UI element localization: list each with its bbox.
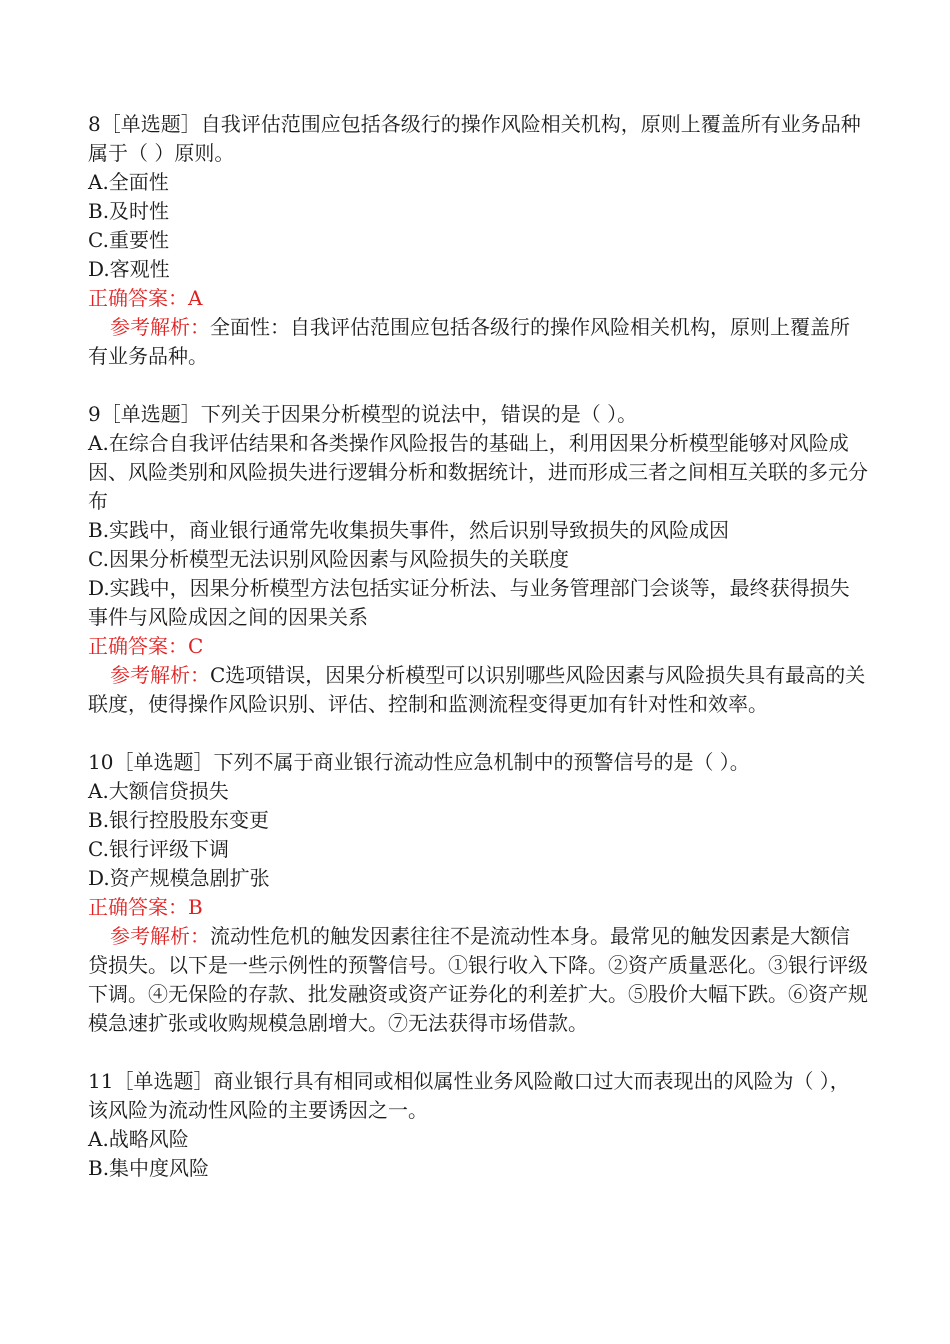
option-c: C.因果分析模型无法识别风险因素与风险损失的关联度	[88, 547, 569, 571]
analysis-label: 参考解析：	[110, 315, 210, 339]
option-a: A.在综合自我评估结果和各类操作风险报告的基础上，利用因果分析模型能够对风险成因、风险类别和风险损失进行逻辑分析和数据统计，进而形成三者之间相互关联的多元分布	[88, 431, 868, 513]
analysis-label: 参考解析：	[110, 924, 210, 948]
option-a: A.战略风险	[88, 1127, 189, 1151]
analysis-text: 流动性危机的触发因素往往不是流动性本身。最常见的触发因素是大额信贷损失。以下是一些示例性的预警信号。①银行收入下降。②资产质量恶化。③银行评级下调。④无保险的存款、批发融资或资产证券化的利差扩大。⑤股价大幅下跌。⑥资产规模急速扩张或收购规模急剧增大。⑦无法获得市场借款。	[88, 924, 868, 1035]
analysis-text: C选项错误，因果分析模型可以识别哪些风险因素与风险损失具有最高的关联度，使得操作风险识别、评估、控制和监测流程变得更加有针对性和效率。	[88, 663, 866, 716]
spacer	[88, 719, 868, 748]
option-b: B.集中度风险	[88, 1156, 210, 1180]
option-a: A.大额信贷损失	[88, 779, 229, 803]
correct-answer: 正确答案：B	[88, 895, 203, 919]
question-stem: 10［单选题］下列不属于商业银行流动性应急机制中的预警信号的是（ ）。	[88, 750, 750, 774]
option-a: A.全面性	[88, 170, 169, 194]
analysis	[88, 661, 868, 719]
option-d: D.客观性	[88, 257, 170, 281]
question-9	[88, 400, 868, 719]
question-10	[88, 748, 868, 1038]
option-d: D.实践中，因果分析模型方法包括实证分析法、与业务管理部门会谈等，最终获得损失事件与风险成因之间的因果关系	[88, 576, 850, 629]
analysis	[88, 313, 868, 371]
analysis	[88, 922, 868, 1038]
spacer	[88, 1038, 868, 1067]
option-d: D.资产规模急剧扩张	[88, 866, 270, 890]
question-stem: 11［单选题］商业银行具有相同或相似属性业务风险敞口过大而表现出的风险为（ ），该风险为流动性风险的主要诱因之一。	[88, 1069, 850, 1122]
question-8	[88, 110, 868, 371]
option-c: C.银行评级下调	[88, 837, 229, 861]
option-c: C.重要性	[88, 228, 169, 252]
question-stem: 8［单选题］自我评估范围应包括各级行的操作风险相关机构，原则上覆盖所有业务品种属于（ ）原则。	[88, 112, 861, 165]
analysis-label: 参考解析：	[110, 663, 210, 687]
analysis-text: 全面性：自我评估范围应包括各级行的操作风险相关机构，原则上覆盖所有业务品种。	[88, 315, 850, 368]
spacer	[88, 371, 868, 400]
correct-answer: 正确答案：C	[88, 634, 204, 658]
question-stem: 9［单选题］下列关于因果分析模型的说法中，错误的是（ ）。	[88, 402, 638, 426]
option-b: B.实践中，商业银行通常先收集损失事件，然后识别导致损失的风险成因	[88, 518, 730, 542]
option-b: B.银行控股股东变更	[88, 808, 270, 832]
document-page	[88, 110, 868, 1183]
question-11	[88, 1067, 868, 1183]
option-b: B.及时性	[88, 199, 170, 223]
correct-answer: 正确答案：A	[88, 286, 203, 310]
